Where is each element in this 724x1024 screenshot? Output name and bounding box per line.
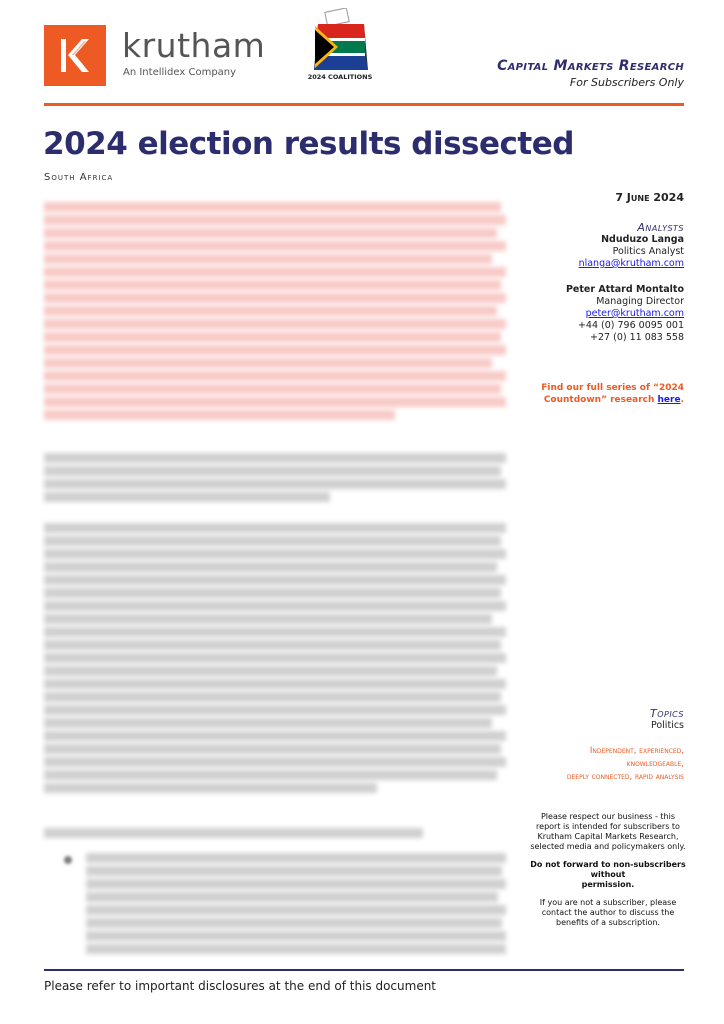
analyst-email-link[interactable]: nlanga@krutham.com xyxy=(578,258,684,269)
promo-link[interactable]: here xyxy=(657,395,681,405)
analyst-phone: +44 (0) 796 0095 001 xyxy=(577,320,684,331)
ballot-box-flag-icon xyxy=(308,8,372,74)
cmr-title: Capital Markets Research xyxy=(497,58,684,74)
notice-warning-line: permission. xyxy=(581,880,635,889)
bullet-paragraph-blurred xyxy=(86,850,506,957)
coalitions-label: 2024 COALITIONS xyxy=(307,73,373,81)
tagline xyxy=(567,745,684,784)
country-label: South Africa xyxy=(44,172,114,183)
analyst-phone: +27 (0) 11 083 558 xyxy=(590,332,684,343)
page-title: 2024 election results dissected xyxy=(43,126,574,162)
notice-warning xyxy=(530,860,686,890)
subscribers-note: For Subscribers Only xyxy=(569,76,684,89)
subscriber-notice xyxy=(530,812,686,936)
notice-warning-line: Do not forward to non-subscribers without xyxy=(530,860,686,879)
analysts-block xyxy=(579,222,684,270)
topics-value: Politics xyxy=(650,720,684,731)
analyst-block-2 xyxy=(566,284,684,344)
series-promo xyxy=(484,382,684,406)
footer-disclosure: Please refer to important disclosures at the end of this document xyxy=(44,979,437,993)
topics-heading: Topics xyxy=(649,707,684,720)
bullet-icon xyxy=(64,856,72,864)
promo-end: . xyxy=(680,395,684,405)
tagline-line: Independent, experienced, xyxy=(589,746,684,756)
analyst-role: Managing Director xyxy=(596,296,684,307)
tagline-line: knowledgeable, xyxy=(626,759,684,769)
analyst-name: Nduduzo Langa xyxy=(601,234,684,245)
krutham-logo-icon xyxy=(44,25,106,86)
topics-block xyxy=(650,708,684,732)
brand-subtitle: An Intellidex Company xyxy=(123,67,237,78)
analyst-name: Peter Attard Montalto xyxy=(565,284,684,295)
notice-paragraph: Please respect our business - this report is intended for subscribers to Krutham Capital Markets Research, selected media and policymakers only. xyxy=(530,812,686,851)
promo-text: Find our full series of “2024 Countdown” research xyxy=(541,383,684,405)
intro-paragraph-blurred xyxy=(44,450,506,505)
analysis-paragraph-blurred xyxy=(44,520,506,796)
summary-paragraph-blurred xyxy=(44,199,506,423)
analyst-role: Politics Analyst xyxy=(612,246,684,257)
brand-name: krutham xyxy=(122,26,266,65)
analyst-email-link[interactable]: peter@krutham.com xyxy=(585,308,684,319)
tagline-line: deeply connected, rapid analysis xyxy=(566,772,684,782)
notice-paragraph: If you are not a subscriber, please contact the author to discuss the benefits of a subscription. xyxy=(539,898,677,927)
analysts-heading: Analysts xyxy=(637,221,684,234)
coalitions-intro-blurred xyxy=(44,825,506,841)
report-date: 7 June 2024 xyxy=(615,191,684,204)
footer-divider xyxy=(44,969,684,971)
header-divider xyxy=(44,103,684,106)
